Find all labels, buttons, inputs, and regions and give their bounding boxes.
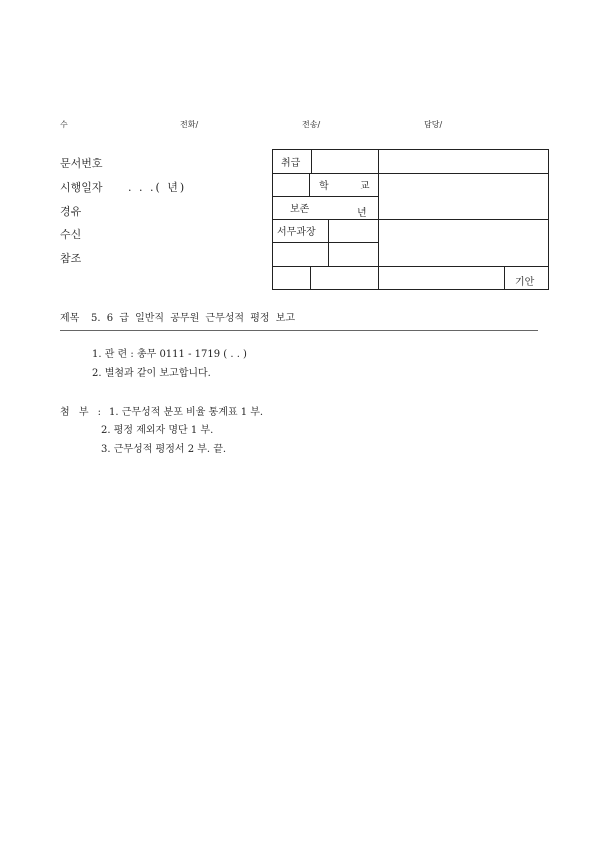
draft-label: 기안 bbox=[515, 277, 535, 288]
via-label: 경유 bbox=[60, 205, 82, 218]
approval-box bbox=[272, 149, 549, 290]
attachment-item-2: 2. 평정 제외자 명단 1 부. bbox=[101, 425, 214, 436]
attachment-item-1: 1. 근무성적 분포 비율 통계표 1 부. bbox=[109, 407, 264, 418]
manager-label: 담당/ bbox=[424, 120, 443, 129]
attachment-label: 첨 부 : bbox=[60, 407, 102, 418]
subject-divider bbox=[60, 330, 538, 331]
handling-label: 취급 bbox=[281, 158, 301, 169]
fax-label: 전송/ bbox=[302, 120, 321, 129]
school-label: 학 교 bbox=[319, 181, 370, 192]
phone-label: 전화/ bbox=[180, 120, 199, 129]
year-label: 년 bbox=[357, 208, 367, 219]
exec-date-value: . . .( 년) bbox=[128, 181, 187, 194]
attachment-item-3: 3. 근무성적 평정서 2 부. 끝. bbox=[101, 444, 227, 455]
exec-date-label: 시행일자 bbox=[60, 181, 103, 194]
report-line: 2. 별첨과 같이 보고합니다. bbox=[92, 368, 211, 379]
admin-head-label: 서무과장 bbox=[277, 227, 316, 238]
doc-number-label: 문서번호 bbox=[60, 157, 103, 170]
retention-label: 보존 bbox=[290, 204, 310, 215]
subject-text: 5. 6 급 일반직 공무원 근무성적 평정 보고 bbox=[91, 313, 296, 324]
to-label: 수 bbox=[60, 120, 68, 129]
recipient-label: 수신 bbox=[60, 228, 82, 241]
reference-label: 참조 bbox=[60, 252, 82, 265]
subject-label: 제목 bbox=[60, 313, 80, 324]
related-line: 1. 관 련 : 총무 0111 - 1719 ( . . ) bbox=[92, 349, 247, 360]
